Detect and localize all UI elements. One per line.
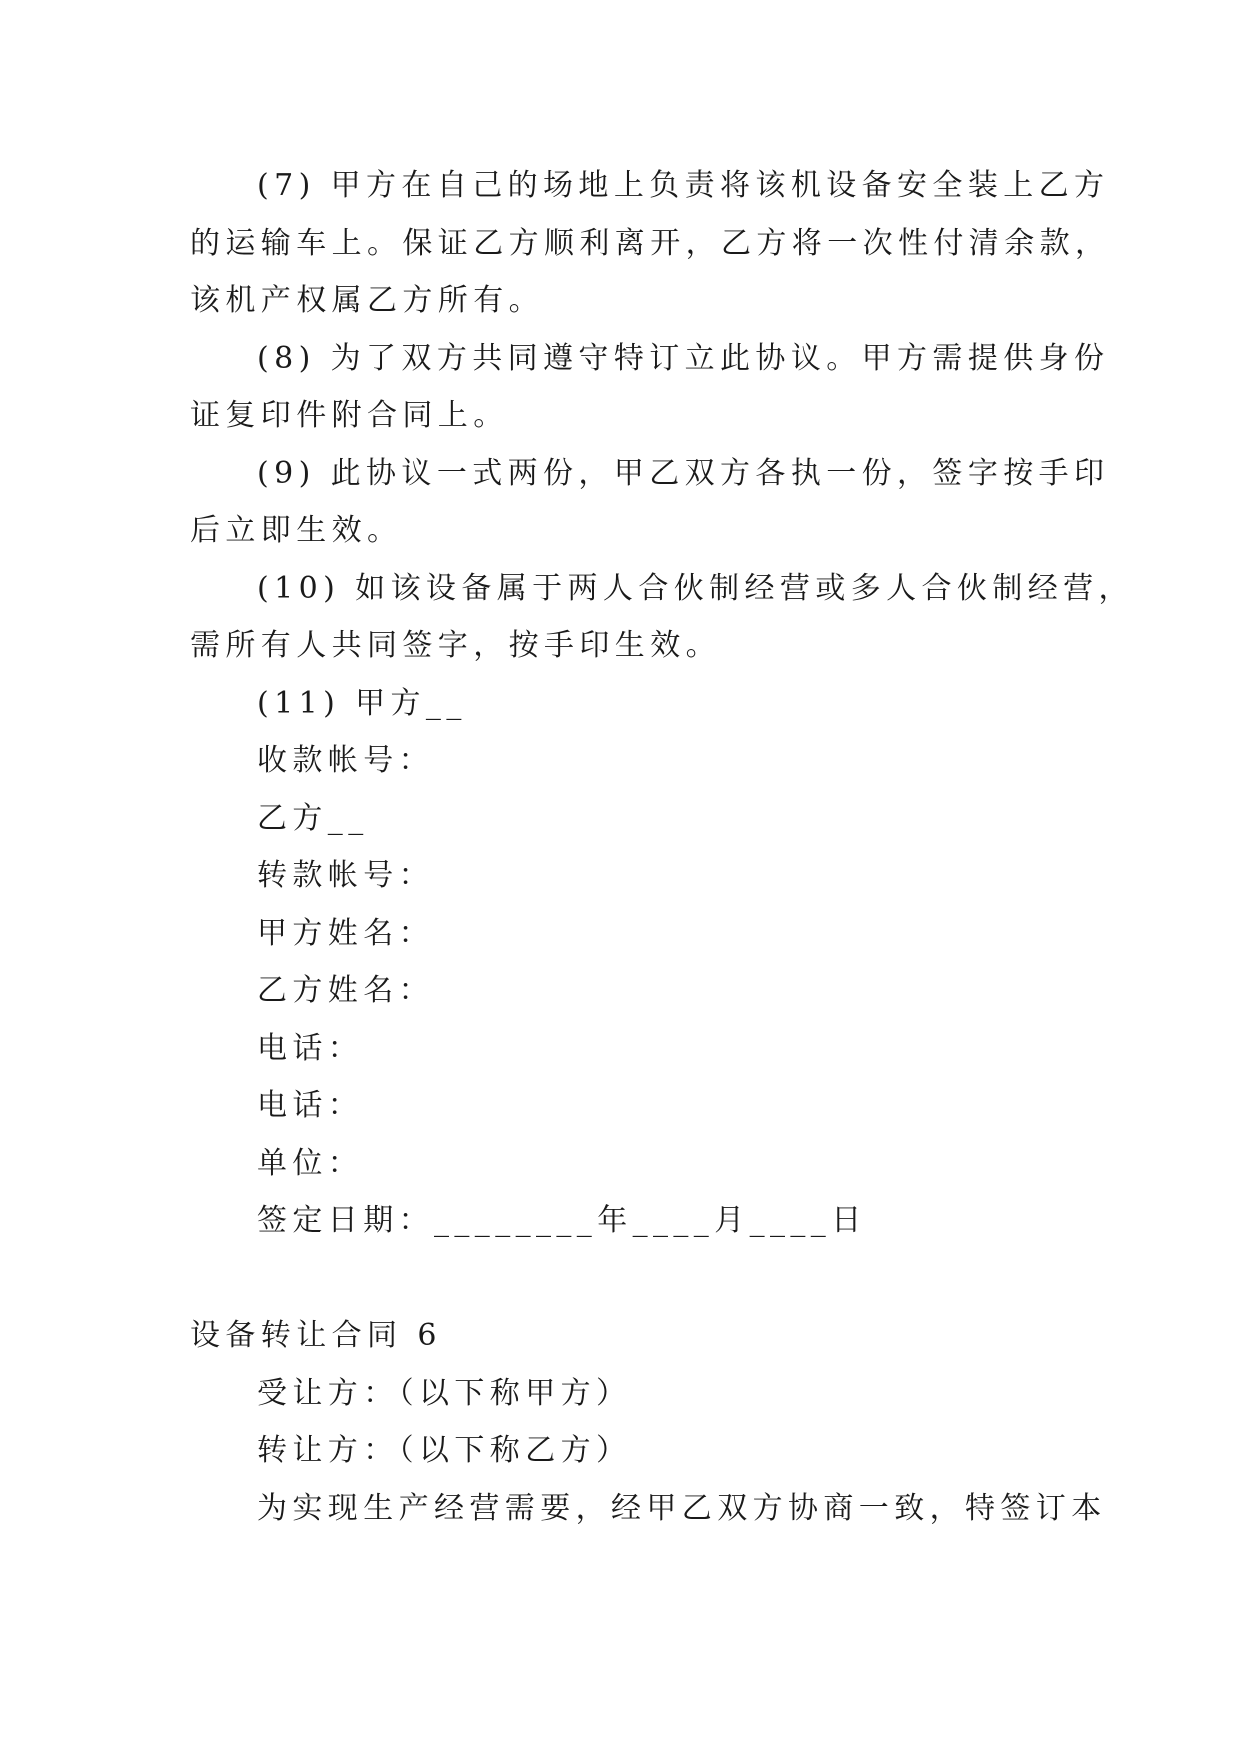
party-b-label: 乙方__ (257, 801, 369, 836)
receiving-account-label: 收款帐号： (257, 743, 434, 778)
party-b-name-label: 乙方姓名： (257, 973, 434, 1008)
party-a-name-label: 甲方姓名： (257, 916, 434, 951)
signing-date-line: 签定日期：________年____月____日 (257, 1203, 867, 1238)
clause-7-line-1: (7) 甲方在自己的场地上负责将该机设备安全装上乙方 (257, 168, 1110, 203)
clause-9-line-2: 后立即生效。 (190, 513, 403, 548)
clause-10-line-2: 需所有人共同签字，按手印生效。 (190, 628, 721, 663)
phone-label-2: 电话： (257, 1088, 364, 1123)
clause-9-line-1: (9) 此协议一式两份，甲乙双方各执一份，签字按手印 (257, 456, 1110, 491)
preamble-line: 为实现生产经营需要，经甲乙双方协商一致，特签订本 (257, 1491, 1107, 1526)
clause-7-line-2: 的运输车上。保证乙方顺利离开，乙方将一次性付清余款， (190, 226, 1111, 261)
unit-label: 单位： (257, 1146, 364, 1181)
clause-10-line-1: (10) 如该设备属于两人合伙制经营或多人合伙制经营， (257, 571, 1134, 606)
clause-11-party-a: (11) 甲方__ (257, 686, 467, 721)
transferee-line: 受让方：（以下称甲方） (257, 1376, 632, 1411)
clause-8-line-2: 证复印件附合同上。 (190, 398, 509, 433)
transfer-account-label: 转款帐号： (257, 858, 434, 893)
clause-7-line-3: 该机产权属乙方所有。 (190, 283, 544, 318)
clause-8-line-1: (8) 为了双方共同遵守特订立此协议。甲方需提供身份 (257, 341, 1110, 376)
section-title: 设备转让合同 6 (190, 1318, 442, 1353)
transferor-line: 转让方：（以下称乙方） (257, 1433, 632, 1468)
phone-label-1: 电话： (257, 1031, 364, 1066)
